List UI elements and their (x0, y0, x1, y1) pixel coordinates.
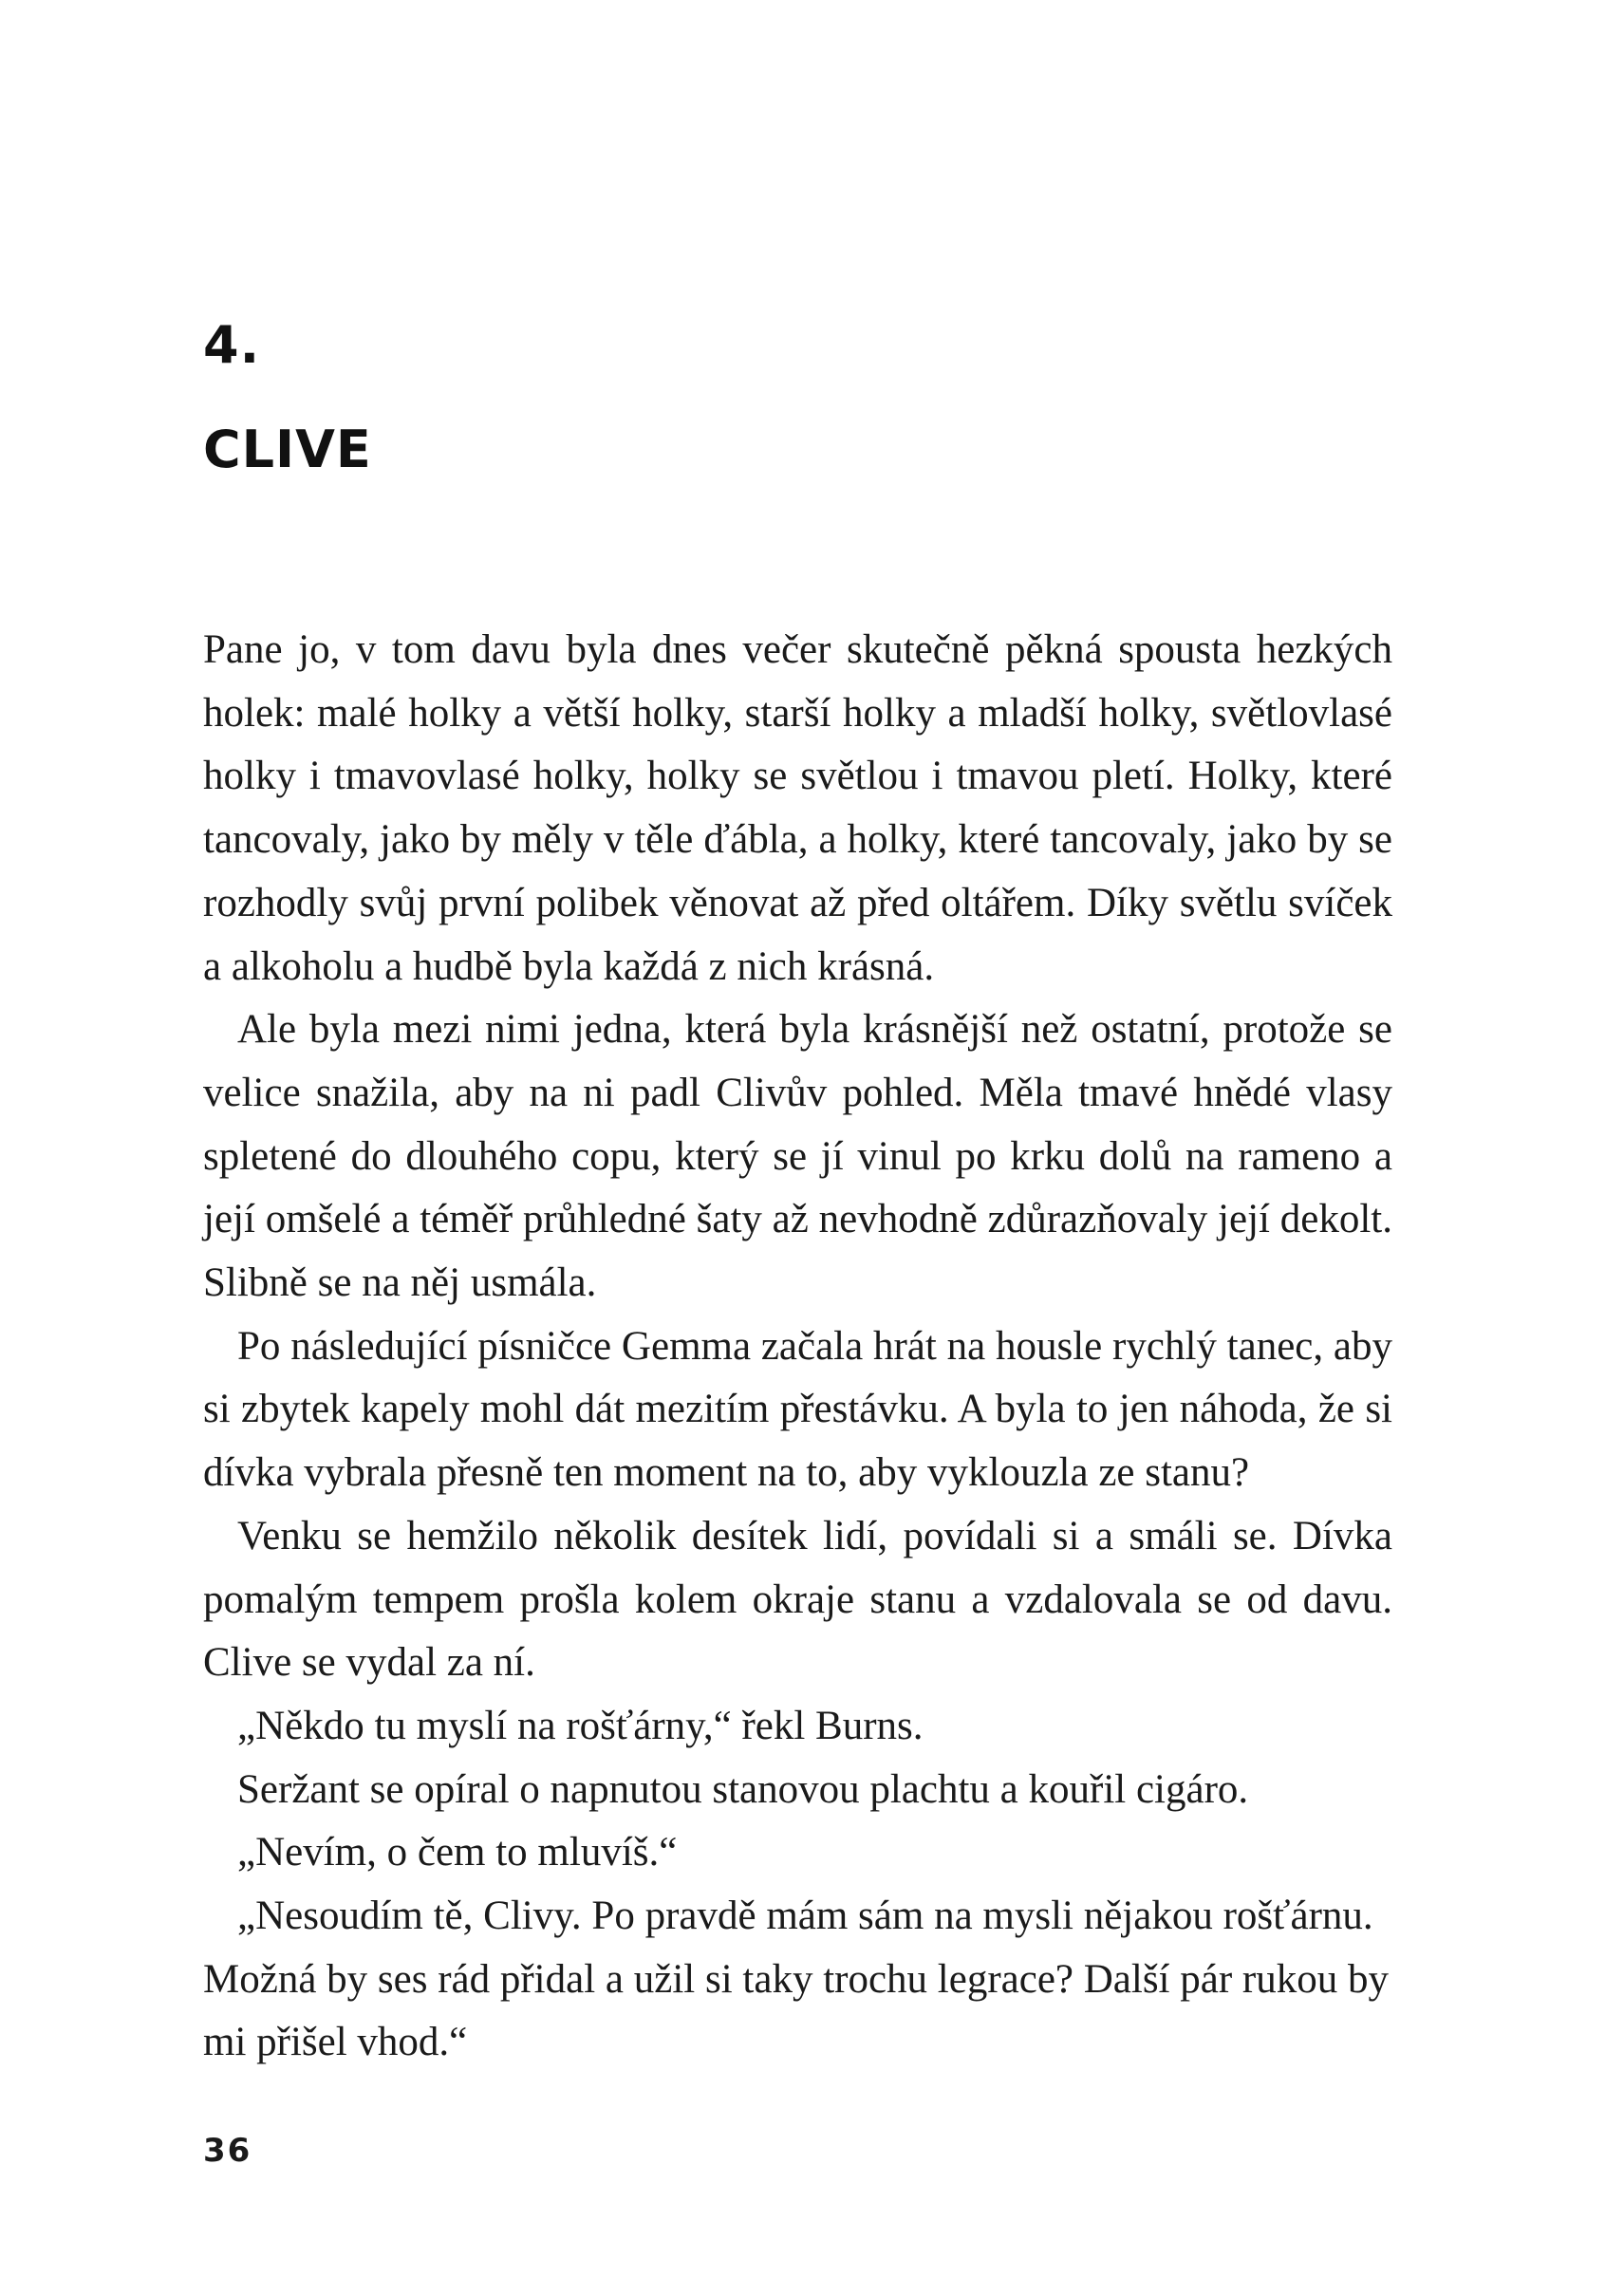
paragraph-2: Ale byla mezi nimi jedna, která byla krásnější než ostatní, protože se velice snažila, aby na ni padl Clivův pohled. Měla tmavé hnědé vlasy spletené do dlouhého copu, který se jí vinul po krku dolů na rameno a její omšelé a téměř průhledné šaty až nevhodně zdůrazňovaly její dekolt. Slibně se na něj usmála. (203, 1007, 1392, 1306)
paragraph-3: Po následující písničce Gemma začala hrát na housle rychlý tanec, aby si zbytek kapely mohl dát mezitím přestávku. A byla to jen náhoda, že si dívka vybrala přesně ten moment na to, aby vyklouzla ze stanu? (203, 1323, 1392, 1496)
paragraph-1: Pane jo, v tom davu byla dnes večer skutečně pěkná spousta hezkých holek: malé holky a větší holky, starší holky a mladší holky, světlovlasé holky i tmavovlasé holky, holky se světlou i tmavou pletí. Holky, které tancovaly, jako by měly v těle ďábla, a holky, které tancovaly, jako by se rozhodly svůj první polibek věnovat až před oltářem. Díky světlu svíček a alkoholu a hudbě byla každá z nich krásná. (203, 627, 1392, 989)
paragraph-7: „Nevím, o čem to mluvíš.“ (237, 1830, 678, 1875)
chapter-title: CLIVE (203, 420, 372, 479)
paragraph-6: Seržant se opíral o napnutou stanovou plachtu a kouřil cigáro. (237, 1766, 1249, 1812)
page-number: 36 (203, 2132, 252, 2170)
chapter-number: 4. (203, 315, 261, 375)
paragraph-5: „Někdo tu myslí na rošťárny,“ řekl Burns. (237, 1703, 924, 1748)
chapter-body (203, 619, 1392, 2075)
paragraph-4: Venku se hemžilo několik desítek lidí, povídali si a smáli se. Dívka pomalým tempem prošla kolem okraje stanu a vzdalovala se od davu. Clive se vydal za ní. (203, 1513, 1392, 1686)
paragraph-8: „Nesoudím tě, Clivy. Po pravdě mám sám na mysli nějakou rošťárnu. Možná by ses rád přidal a užil si taky trochu legrace? Další pár rukou by mi přišel vhod.“ (203, 1894, 1389, 2065)
